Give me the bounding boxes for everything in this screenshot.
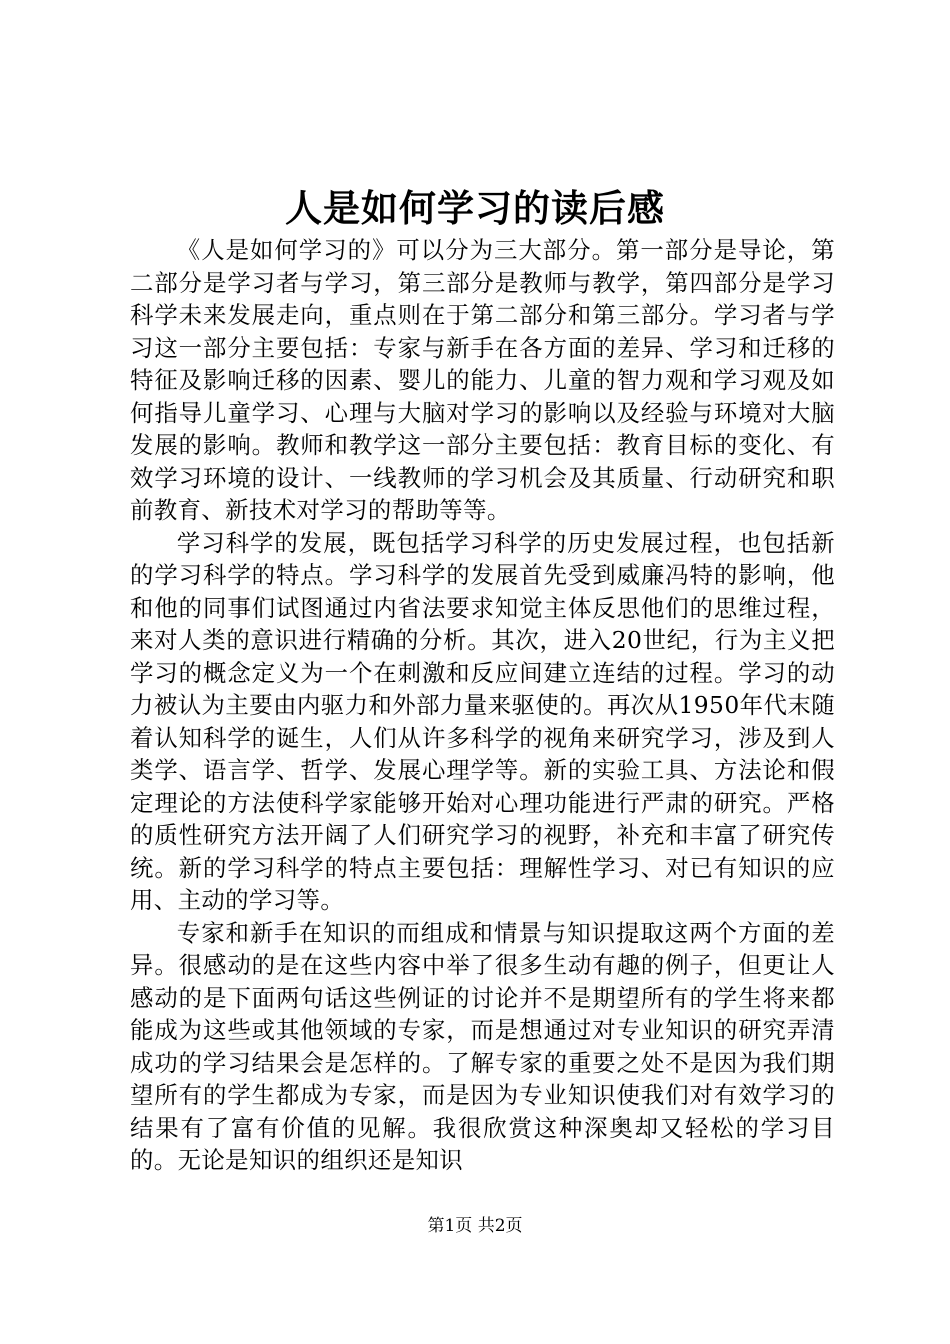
paragraph-2: 学习科学的发展，既包括学习科学的历史发展过程，也包括新的学习科学的特点。学习科学的发展首先受到威廉冯特的影响，他和他的同事们试图通过内省法要求知觉主体反思他们的思维过程，来对人类的意识进行精确的分析。其次，进入20世纪，行为主义把学习的概念定义为一个在刺激和反应间建立连结的过程。学习的动力被认为主要由内驱力和外部力量来驱使的。再次从1950年代末随着认知科学的诞生，人们从许多科学的视角来研究学习，涉及到人类学、语言学、哲学、发展心理学等。新的实验工具、方法论和假定理论的方法使科学家能够开始对心理功能进行严肃的研究。严格的质性研究方法开阔了人们研究学习的视野，补充和丰富了研究传统。新的学习科学的特点主要包括：理解性学习、对已有知识的应用、主动的学习等。 bbox=[130, 528, 835, 914]
paragraph-1: 《人是如何学习的》可以分为三大部分。第一部分是导论，第二部分是学习者与学习，第三部分是教师与教学，第四部分是学习科学未来发展走向，重点则在于第二部分和第三部分。学习者与学习这一部分主要包括：专家与新手在各方面的差异、学习和迁移的特征及影响迁移的因素、婴儿的能力、儿童的智力观和学习观及如何指导儿童学习、心理与大脑对学习的影响以及经验与环境对大脑发展的影响。教师和教学这一部分主要包括：教育目标的变化、有效学习环境的设计、一线教师的学习机会及其质量、行动研究和职前教育、新技术对学习的帮助等等。 bbox=[130, 236, 835, 524]
paragraph-3: 专家和新手在知识的而组成和情景与知识提取这两个方面的差异。很感动的是在这些内容中举了很多生动有趣的例子，但更让人感动的是下面两句话这些例证的讨论并不是期望所有的学生将来都能成为这些或其他领域的专家，而是想通过对专业知识的研究弄清成功的学习结果会是怎样的。了解专家的重要之处不是因为我们期望所有的学生都成为专家，而是因为专业知识使我们对有效学习的结果有了富有价值的见解。我很欣赏这种深奥却又轻松的学习目的。无论是知识的组织还是知识 bbox=[130, 918, 835, 1174]
page-number-footer: 第1页 共2页 bbox=[427, 1216, 523, 1236]
document-body bbox=[130, 234, 835, 1180]
document-title: 人是如何学习的读后感 bbox=[285, 186, 665, 230]
